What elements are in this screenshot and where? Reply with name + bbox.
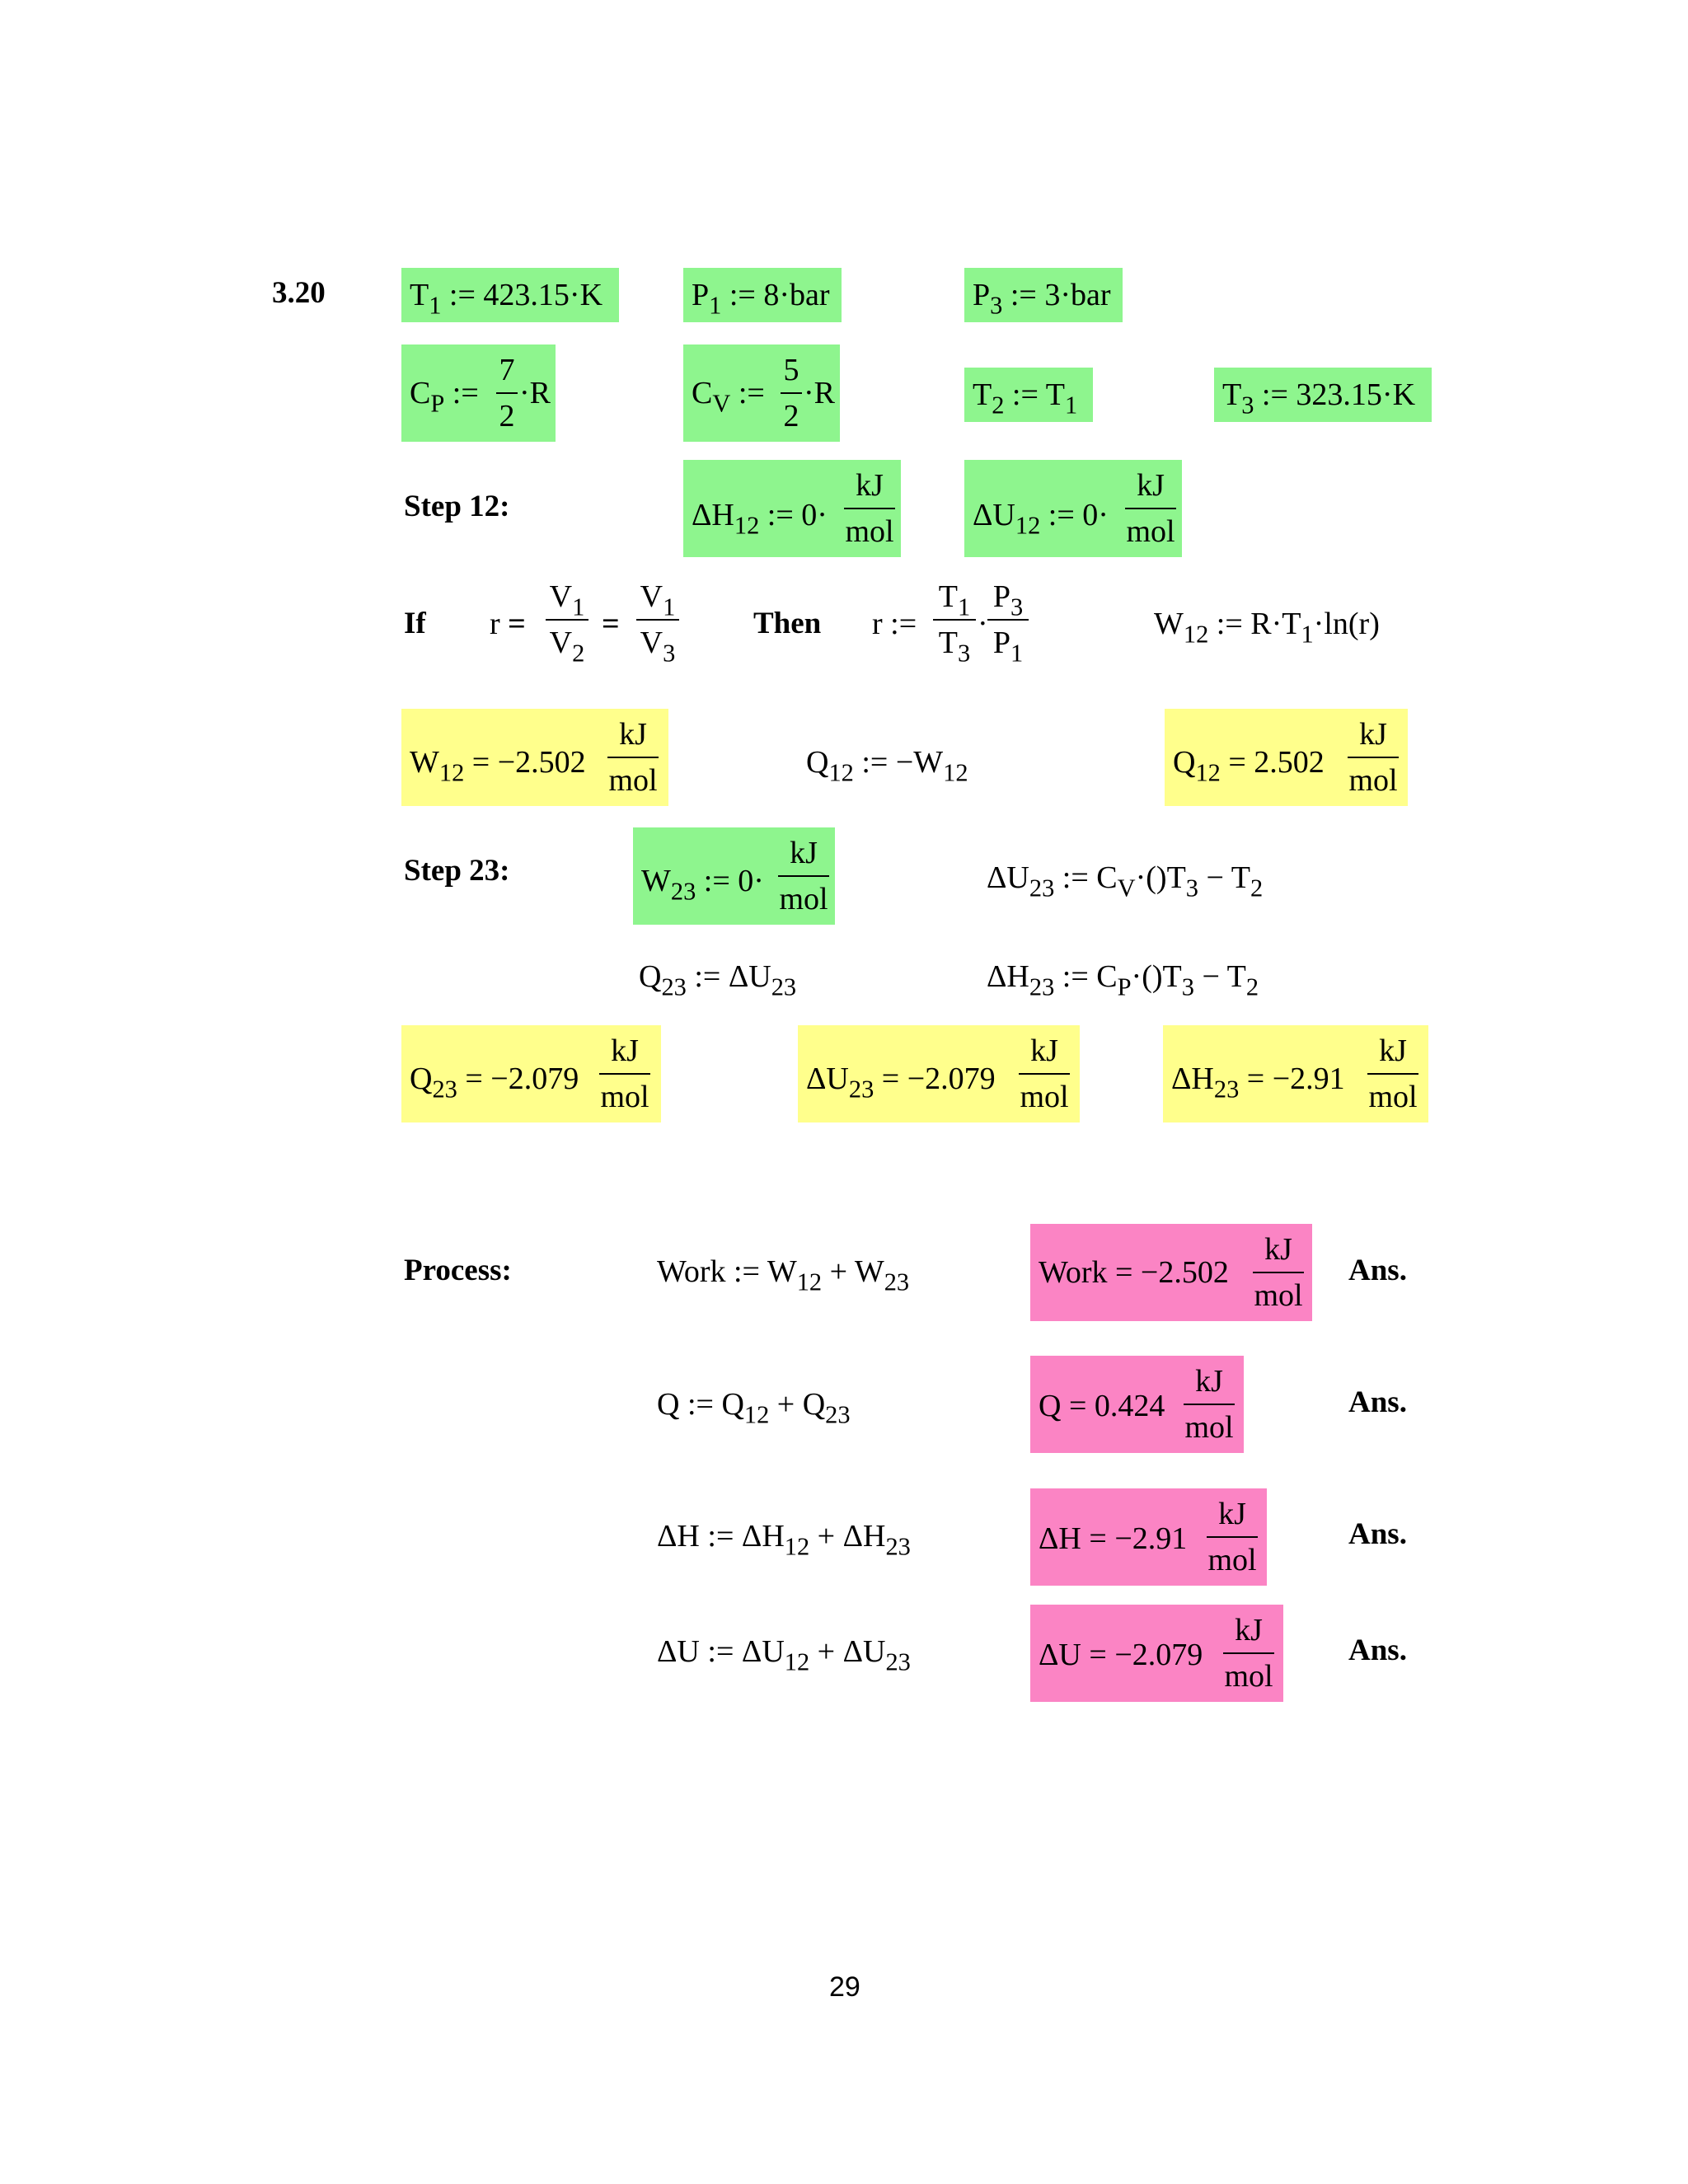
dh-answer[interactable]: ΔH = −2.91 kJ mol [1030, 1488, 1267, 1586]
q23-definition: $Q_{23}$ := $\Delta U_{23}$ [639, 959, 797, 1001]
unit-fraction: kJ mol [1126, 468, 1175, 549]
then-label: Then [753, 607, 822, 640]
unit-fraction: kJ mol [600, 1033, 649, 1114]
q-definition: Q := $Q_{12} + Q_{23}$ [657, 1387, 851, 1429]
step12-label: Step 12: [404, 490, 510, 523]
unit-fraction: kJ mol [1207, 1497, 1257, 1577]
w23-definition[interactable]: $W_{23}$ := 0· kJ mol [633, 827, 835, 925]
dh-definition: ΔH := $\Delta H_{12} + \Delta H_{23}$ [657, 1519, 911, 1561]
du-answer[interactable]: ΔU = −2.079 kJ mol [1030, 1605, 1283, 1702]
q-answer[interactable]: Q = 0.424 kJ mol [1030, 1356, 1244, 1453]
ans-label: Ans. [1348, 1517, 1407, 1551]
work-answer[interactable]: Work = −2.502 kJ mol [1030, 1224, 1312, 1321]
v1-over-v3: $V_1$ $V_3$ [636, 581, 679, 658]
v1-over-v2: $V_1$ $V_2$ [546, 581, 588, 658]
du12-definition[interactable]: $\Delta U_{12}$ := 0· kJ mol [964, 460, 1182, 557]
p3-definition[interactable]: $P_3$ := 3·bar [964, 268, 1123, 322]
cp-definition[interactable]: $C_P$ := 7 2 ·R [401, 344, 556, 442]
ratio-equals: = [602, 607, 620, 641]
unit-fraction: kJ mol [1348, 717, 1398, 798]
unit-fraction: kJ mol [608, 717, 658, 798]
p3-over-p1: $P_3$ $P_1$ [987, 581, 1029, 658]
cp-fraction: 7 2 [496, 354, 518, 432]
work-definition: Work := $W_{12} + W_{23}$ [657, 1254, 910, 1296]
t1-definition[interactable]: $T_1$ := 423.15·K [401, 268, 619, 322]
cv-fraction: 5 2 [781, 354, 802, 432]
unit-fraction: kJ mol [1254, 1232, 1303, 1313]
du23-definition: $\Delta U_{23}$ := $C_V\cdot()T_3 - T_2$ [987, 860, 1264, 902]
unit-fraction: kJ mol [779, 836, 828, 916]
dh23-definition: $\Delta H_{23}$ := $C_P\cdot()T_3 - T_2$ [987, 959, 1259, 1001]
t3-definition[interactable]: $T_3$ := 323.15·K [1214, 368, 1432, 422]
unit-fraction: kJ mol [1020, 1033, 1069, 1114]
dh12-definition[interactable]: $\Delta H_{12}$ := 0· kJ mol [683, 460, 901, 557]
if-label: If [404, 607, 426, 640]
w12-result[interactable]: $W_{12} = -2.502$ kJ mol [401, 709, 668, 806]
t2-definition[interactable]: $T_2$ := $T_1$ [964, 368, 1093, 422]
r-definition: r := [872, 607, 917, 641]
ans-label: Ans. [1348, 1633, 1407, 1667]
t1-over-t3: $T_1$ $T_3$ [933, 581, 976, 658]
unit-fraction: kJ mol [1184, 1364, 1234, 1445]
step23-label: Step 23: [404, 854, 510, 888]
q12-result[interactable]: $Q_{12} = 2.502$ kJ mol [1165, 709, 1408, 806]
unit-fraction: kJ mol [845, 468, 894, 549]
ratio-r: r = [490, 607, 526, 641]
q23-result[interactable]: $Q_{23} = -2.079$ kJ mol [401, 1025, 661, 1122]
cv-definition[interactable]: $C_V$ := 5 2 ·R [683, 344, 840, 442]
ans-label: Ans. [1348, 1254, 1407, 1287]
du-definition: ΔU := $\Delta U_{12} + \Delta U_{23}$ [657, 1634, 911, 1676]
page-number: 29 [829, 1971, 860, 2003]
unit-fraction: kJ mol [1368, 1033, 1418, 1114]
w12-definition: $W_{12}$ := $R\cdot T_1\cdot\ln(r)$ [1154, 607, 1380, 649]
du23-result[interactable]: $\Delta U_{23} = -2.079$ kJ mol [798, 1025, 1080, 1122]
dh23-result[interactable]: $\Delta H_{23} = -2.91$ kJ mol [1163, 1025, 1428, 1122]
unit-fraction: kJ mol [1224, 1613, 1273, 1694]
q12-definition: $Q_{12}$ := $-W_{12}$ [806, 745, 968, 787]
ans-label: Ans. [1348, 1385, 1407, 1419]
problem-number: 3.20 [272, 276, 326, 310]
process-label: Process: [404, 1254, 512, 1287]
p1-definition[interactable]: $P_1$ := 8·bar [683, 268, 842, 322]
